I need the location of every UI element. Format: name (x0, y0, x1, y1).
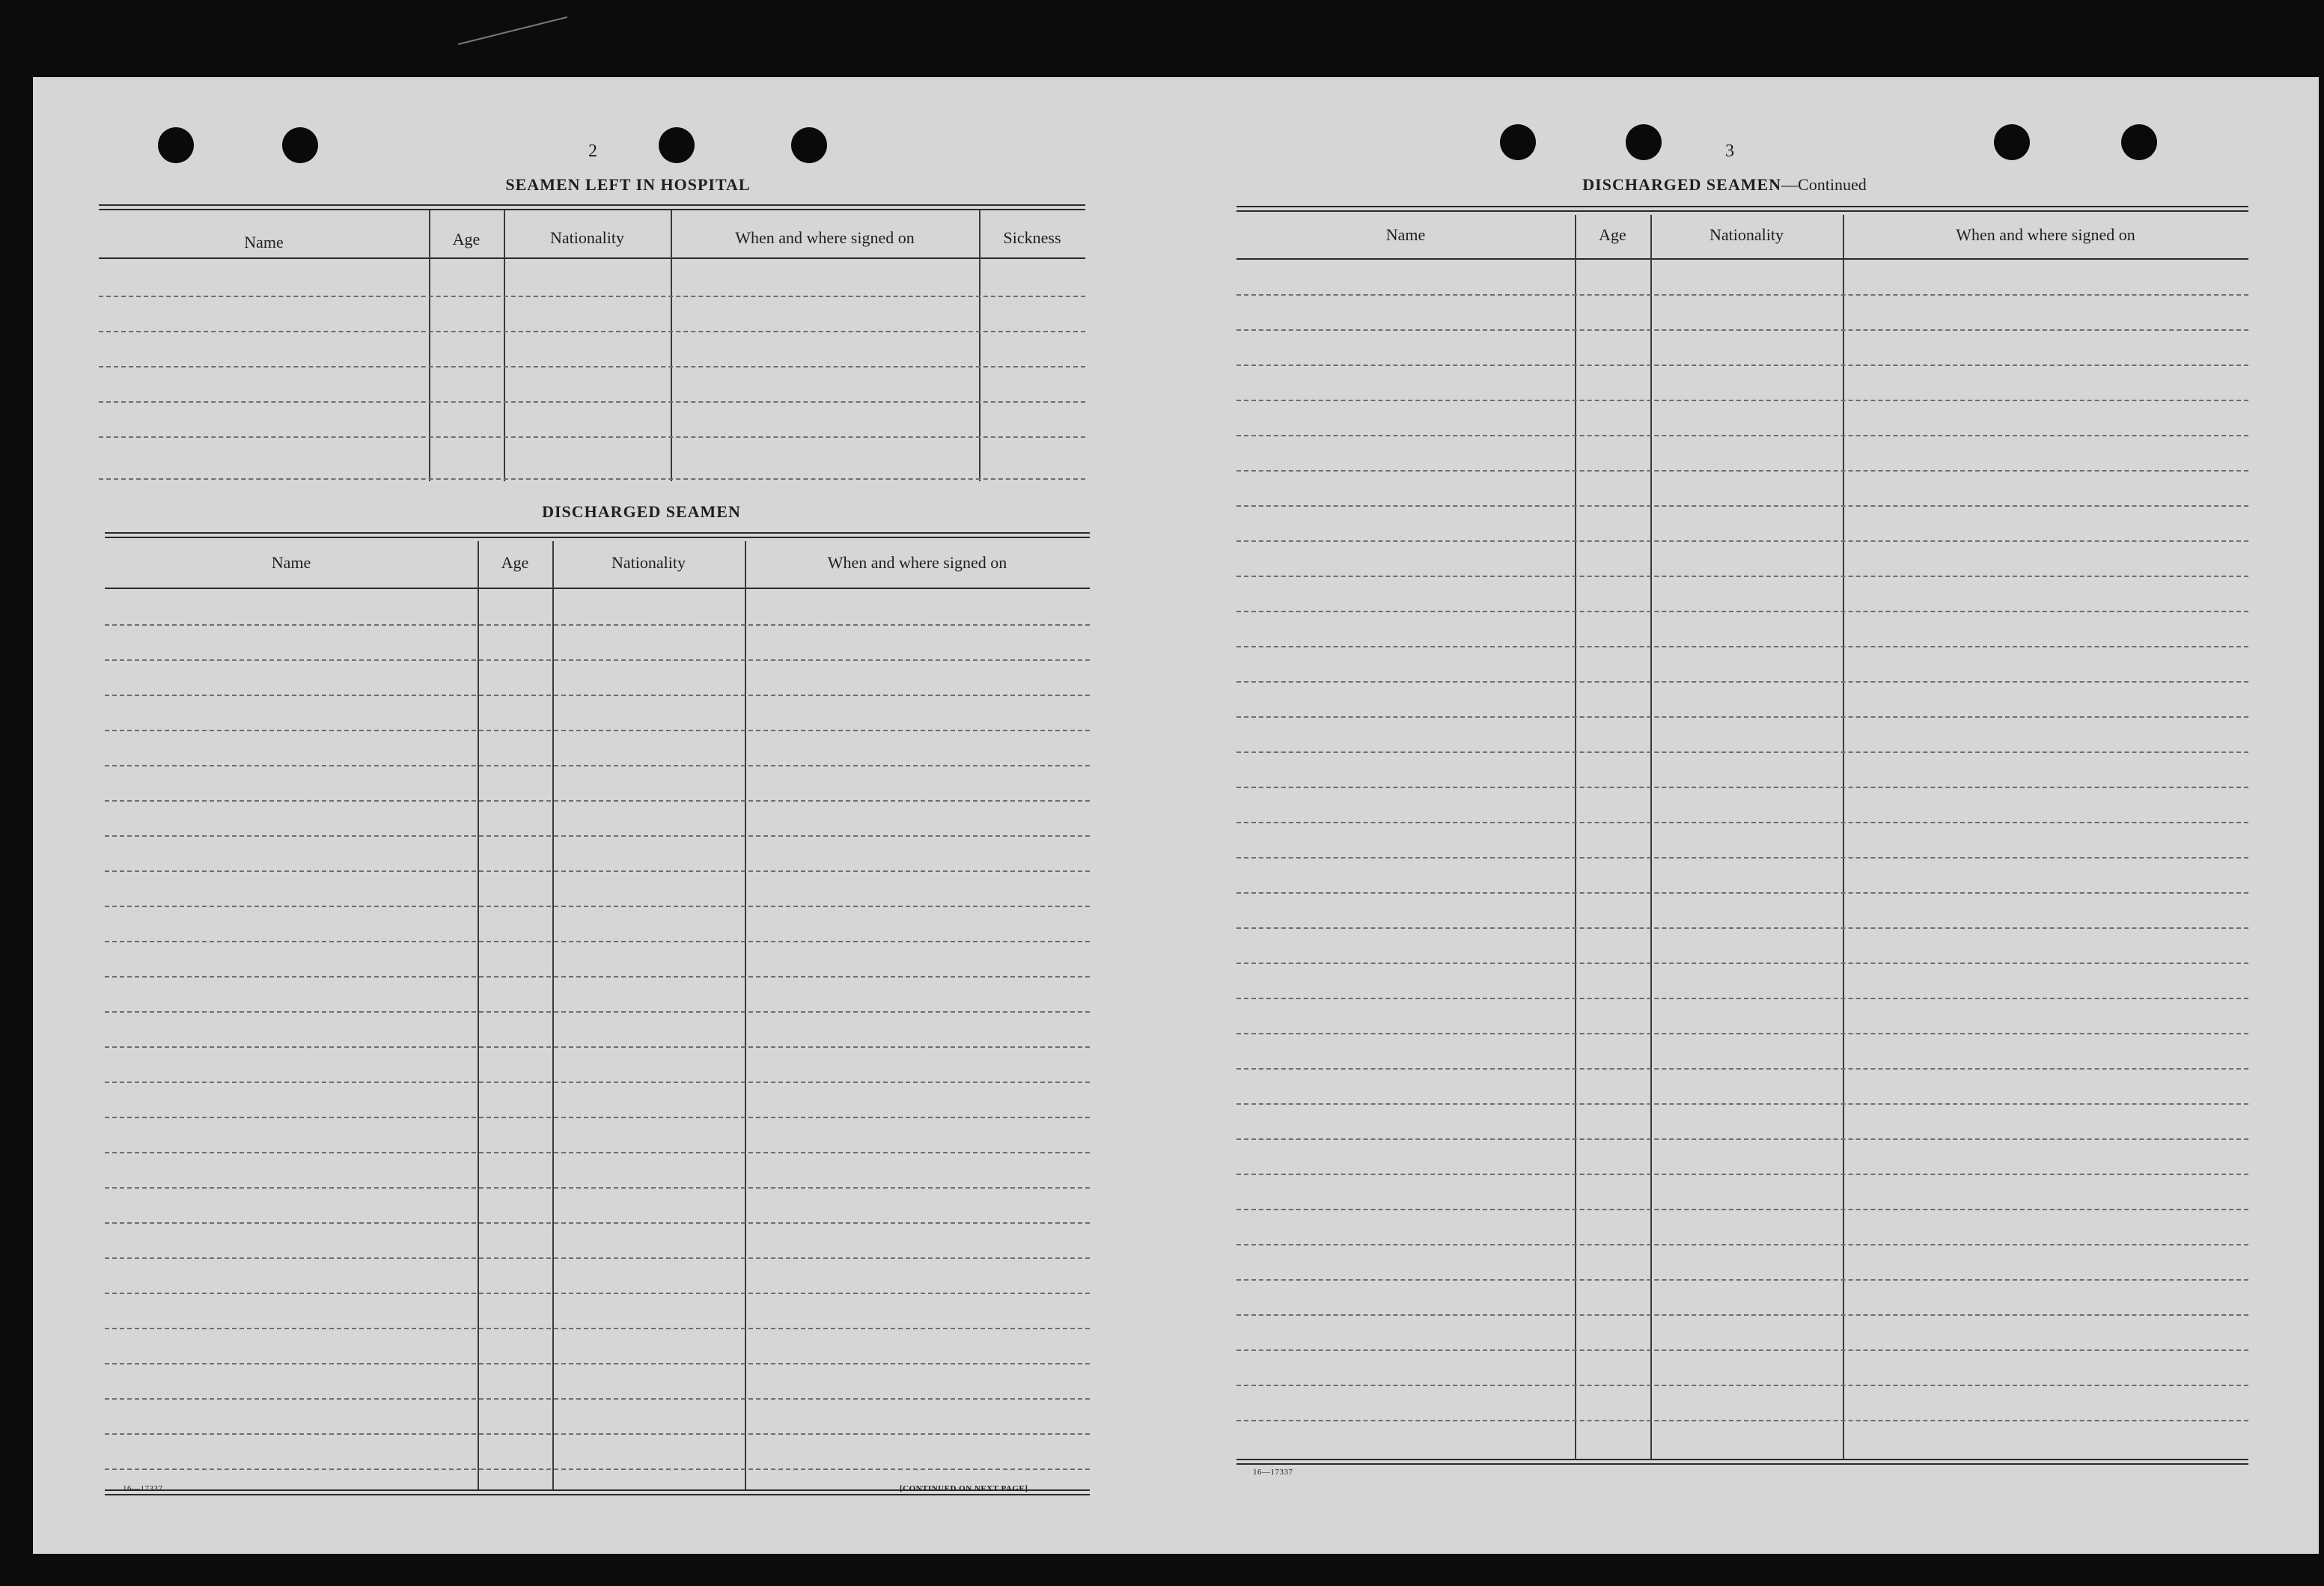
col-header-signed-on: When and where signed on (827, 553, 1007, 572)
table-row (105, 624, 1090, 626)
discharged-table-right (1236, 206, 2248, 1471)
table-row (105, 1152, 1090, 1153)
page-number-left: 2 (588, 141, 597, 161)
scan-scratch-mark (458, 16, 567, 45)
table-row (1236, 646, 2248, 647)
table-row (1236, 329, 2248, 331)
table-row (1236, 1349, 2248, 1351)
table-row (1236, 963, 2248, 964)
table-row (99, 366, 1085, 367)
page-number-right: 3 (1725, 141, 1734, 161)
col-header-name: Name (271, 553, 311, 572)
table-row (105, 730, 1090, 731)
form-number-left: 16—17337 (123, 1484, 163, 1493)
punch-hole (791, 127, 827, 163)
table-row (1236, 822, 2248, 823)
table-row (105, 1011, 1090, 1013)
table-row (1236, 1068, 2248, 1070)
table-row (1236, 1420, 2248, 1421)
col-header-nationality: Nationality (550, 228, 624, 247)
table-row (1236, 1138, 2248, 1140)
table-row (105, 695, 1090, 696)
punch-hole (282, 127, 318, 163)
table-row (105, 1117, 1090, 1118)
table-row (1236, 927, 2248, 929)
punch-hole (1994, 124, 2030, 160)
table-row (105, 659, 1090, 661)
table-row (1236, 435, 2248, 436)
table-row (1236, 1209, 2248, 1210)
table-row (105, 1468, 1090, 1470)
table-row (1236, 1385, 2248, 1386)
hospital-section-title: SEAMEN LEFT IN HOSPITAL (505, 175, 751, 194)
table-row (105, 1328, 1090, 1329)
col-header-age: Age (1599, 225, 1626, 244)
form-sheet (33, 77, 2319, 1554)
table-row (99, 331, 1085, 332)
table-row (1236, 1103, 2248, 1105)
table-row (1236, 505, 2248, 507)
table-row (105, 941, 1090, 942)
table-row (99, 436, 1085, 438)
continued-note: [CONTINUED ON NEXT PAGE] (900, 1484, 1028, 1493)
table-row (105, 1433, 1090, 1435)
col-header-signed-on: When and where signed on (1956, 225, 2135, 244)
table-row (105, 1257, 1090, 1259)
col-header-signed-on: When and where signed on (735, 228, 915, 247)
table-row (1236, 1244, 2248, 1245)
table-row (1236, 787, 2248, 788)
table-row (1236, 716, 2248, 718)
col-header-nationality: Nationality (612, 553, 686, 572)
section-title-text: DISCHARGED SEAMEN (1582, 175, 1782, 194)
col-header-age: Age (452, 230, 481, 248)
table-row (1236, 400, 2248, 401)
col-header-sickness: Sickness (1003, 228, 1061, 247)
table-row (1236, 857, 2248, 858)
table-row (99, 478, 1085, 480)
table-row (1236, 365, 2248, 366)
table-row (1236, 1314, 2248, 1316)
discharged-table-left (105, 532, 1090, 1497)
col-header-name: Name (244, 233, 284, 251)
table-row (1236, 470, 2248, 472)
table-row (105, 976, 1090, 977)
table-row (1236, 540, 2248, 542)
table-row (1236, 751, 2248, 753)
table-row (105, 1398, 1090, 1400)
table-row (99, 296, 1085, 297)
table-row (105, 1222, 1090, 1224)
section-title-suffix: —Continued (1781, 175, 1867, 194)
punch-hole (158, 127, 194, 163)
table-row (1236, 892, 2248, 894)
table-row (105, 800, 1090, 802)
form-number-right: 16—17337 (1253, 1468, 1293, 1477)
table-row (105, 835, 1090, 837)
col-header-nationality: Nationality (1710, 225, 1784, 244)
table-row (105, 1046, 1090, 1048)
table-row (1236, 611, 2248, 612)
table-row (105, 1082, 1090, 1083)
punch-hole (2121, 124, 2157, 160)
table-row (1236, 1033, 2248, 1034)
table-row (105, 1187, 1090, 1189)
punch-hole (659, 127, 695, 163)
table-row (1236, 1174, 2248, 1175)
punch-hole (1626, 124, 1662, 160)
table-row (99, 401, 1085, 403)
col-header-name: Name (1385, 225, 1426, 244)
table-row (105, 765, 1090, 766)
table-row (105, 1363, 1090, 1364)
table-row (1236, 576, 2248, 577)
punch-hole (1500, 124, 1536, 160)
table-row (105, 870, 1090, 872)
table-row (1236, 1279, 2248, 1281)
discharged-section-title: DISCHARGED SEAMEN (542, 502, 741, 521)
table-row (1236, 294, 2248, 296)
col-header-age: Age (501, 553, 529, 572)
table-row (105, 906, 1090, 907)
table-row (105, 1293, 1090, 1294)
table-row (1236, 998, 2248, 999)
discharged-continued-title (1485, 175, 1964, 195)
table-row (1236, 681, 2248, 683)
